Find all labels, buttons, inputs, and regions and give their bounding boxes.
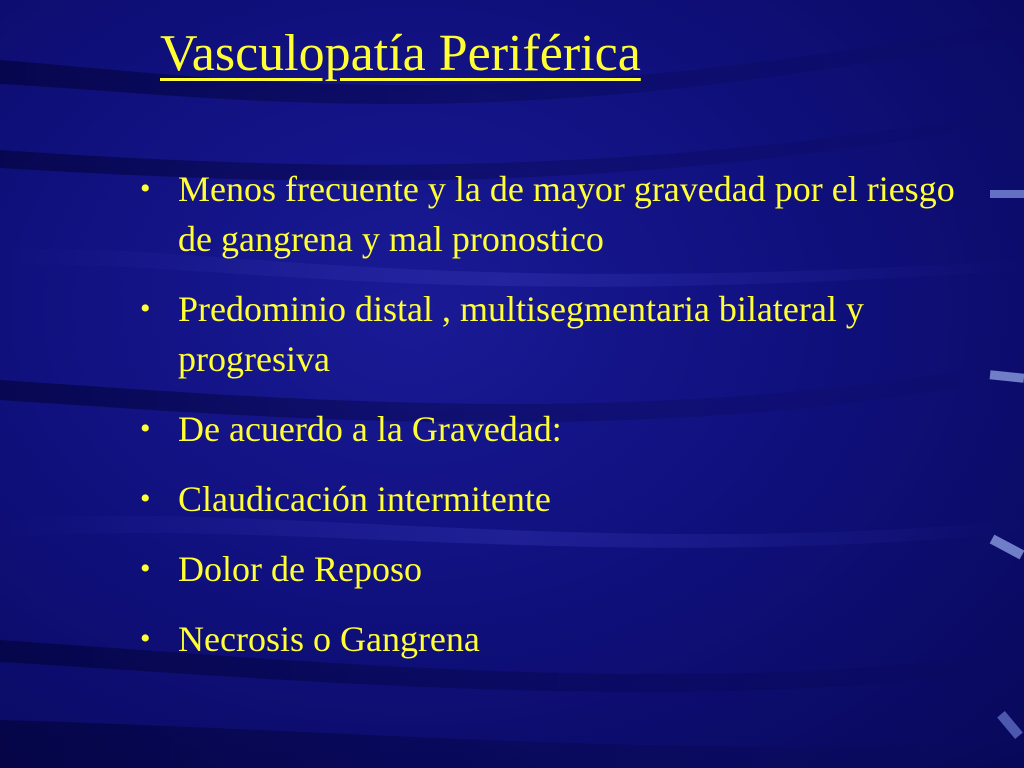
bullet-text: Menos frecuente y la de mayor gravedad por el riesgo de gangrena y mal pronostico — [178, 169, 955, 259]
bullet-symbol: • — [140, 292, 151, 325]
slide-title: Vasculopatía Periférica — [160, 25, 641, 82]
bullet-item — [140, 164, 980, 264]
bullet-symbol: • — [140, 552, 151, 585]
bullet-symbol: • — [140, 482, 151, 515]
bullet-item — [140, 284, 980, 384]
bullet-list — [140, 164, 980, 684]
bullet-item — [140, 474, 980, 524]
bullet-item — [140, 544, 980, 594]
bullet-item — [140, 614, 980, 664]
bullet-text: De acuerdo a la Gravedad: — [178, 409, 562, 449]
bullet-text: Necrosis o Gangrena — [178, 619, 480, 659]
bullet-symbol: • — [140, 622, 151, 655]
bullet-symbol: • — [140, 172, 151, 205]
bullet-symbol: • — [140, 412, 151, 445]
bullet-item — [140, 404, 980, 454]
bullet-text: Claudicación intermitente — [178, 479, 551, 519]
bullet-text: Predominio distal , multisegmentaria bilateral y progresiva — [178, 289, 864, 379]
bullet-text: Dolor de Reposo — [178, 549, 422, 589]
